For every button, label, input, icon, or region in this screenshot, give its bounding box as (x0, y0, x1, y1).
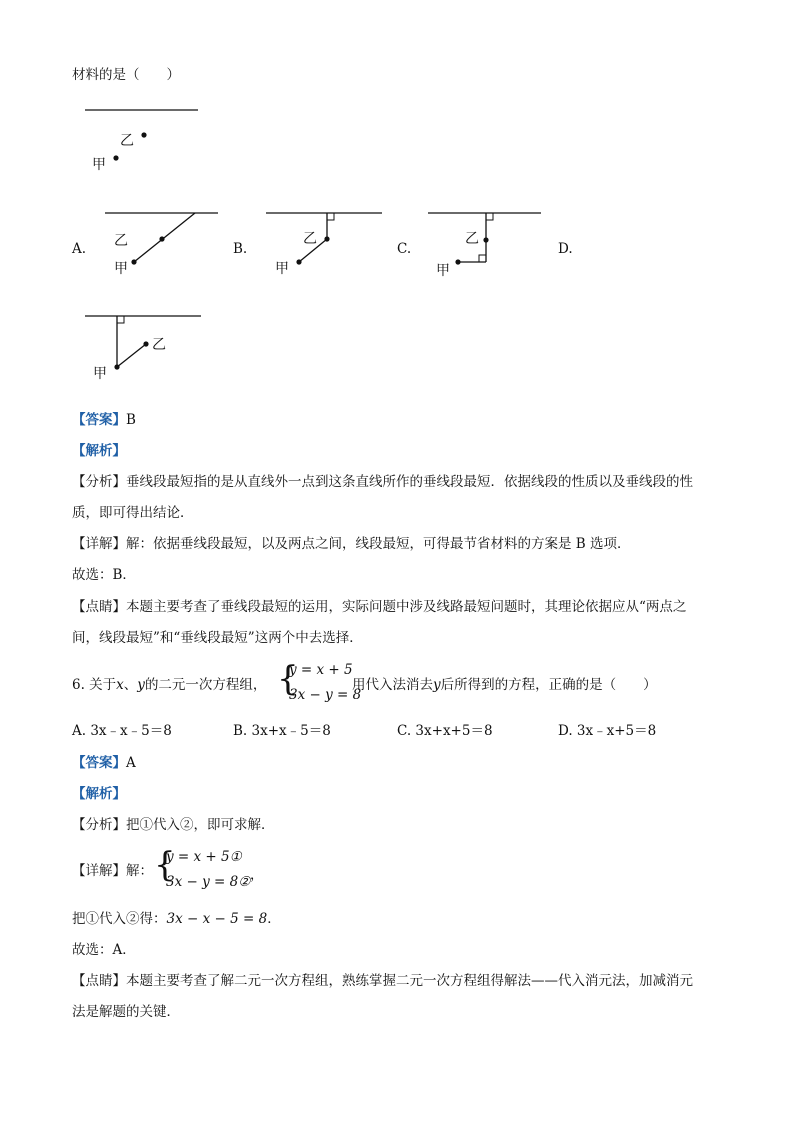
system-eq1: y = x + 5 (289, 662, 353, 678)
q6-dianjing-line-2: 法是解题的关键． (72, 1004, 180, 1020)
label-yi: 乙 (303, 231, 317, 247)
q6-stem-end: 用代入法消去y后所得到的方程，正确的是（ ） (352, 677, 657, 693)
dianjing-label: 【点睛】 (72, 973, 126, 989)
question-tail: 材料的是（ ） (72, 67, 180, 83)
dianjing-label: 【点睛】 (72, 599, 126, 615)
label-jia: 甲 (275, 261, 289, 277)
label-jia: 甲 (93, 366, 107, 382)
q6-guxuan-line: 故选：A． (72, 942, 136, 958)
solution-eq1: y = x + 5① (166, 849, 242, 865)
answer-value: A (126, 755, 136, 771)
label-jia: 甲 (92, 157, 106, 173)
option-b-letter: B. (233, 241, 248, 257)
q6-option-d: D. 3x﹣x+5＝8 (558, 723, 657, 739)
label-yi: 乙 (120, 133, 134, 149)
answer-value: B (126, 412, 136, 428)
xiangjie-label: 【详解】 (72, 536, 126, 552)
dianjing-line-1: 【点睛】本题主要考查了垂线段最短的运用，实际问题中涉及线路最短问题时，其理论依据应从“两点之 (72, 599, 687, 615)
q6-answer-line (72, 754, 136, 772)
q6-fenxi-line: 【分析】把①代入②，即可求解． (72, 817, 275, 833)
option-c-letter: C. (397, 241, 412, 257)
option-a-letter: A. (72, 241, 87, 257)
system-eq2: 3x − y = 8 (289, 687, 362, 703)
answer-label: 【答案】 (72, 412, 126, 428)
label-yi: 乙 (152, 337, 166, 353)
option-d-letter: D. (558, 241, 573, 257)
q6-option-c: C. 3x+x+5＝8 (397, 723, 493, 739)
q6-dianjing-line-1: 【点睛】本题主要考查了解二元一次方程组，熟练掌握二元一次方程组得解法——代入消元法，加减消元 (72, 973, 693, 989)
label-yi: 乙 (114, 233, 128, 249)
fenxi-line-1: 【分析】垂线段最短指的是从直线外一点到这条直线所作的垂线段最短．依据线段的性质以及垂线段的性 (72, 474, 693, 490)
fenxi-label: 【分析】 (72, 817, 126, 833)
xiangjie-line: 【详解】解：依据垂线段最短，以及两点之间，线段最短，可得最节省材料的方案是 B 选项． (72, 536, 631, 552)
system-brace: { (277, 659, 299, 699)
q6-option-a: A. 3x﹣x﹣5＝8 (72, 723, 172, 739)
fenxi-label: 【分析】 (72, 474, 126, 490)
solution-brace: { (154, 845, 176, 885)
q6-stem-start: 6. 关于x、y的二元一次方程组， (72, 677, 267, 693)
answer-label: 【答案】 (72, 755, 126, 771)
label-yi: 乙 (465, 231, 479, 247)
label-jia: 甲 (436, 263, 450, 279)
guxuan-line: 故选：B． (72, 567, 136, 583)
q6-xiangjie-line: 【详解】解： (72, 863, 153, 879)
q6-option-b: B. 3x+x﹣5＝8 (233, 723, 331, 739)
q6-analysis-label: 【解析】 (72, 786, 126, 802)
analysis-label: 【解析】 (72, 443, 126, 459)
dianjing-line-2: 间，线段最短”和“垂线段最短”这两个中去选择． (72, 630, 363, 646)
solution-comma: ， (250, 867, 264, 883)
fenxi-line-2: 质，即可得出结论． (72, 505, 194, 521)
xiangjie-label: 【详解】 (72, 863, 126, 879)
answer-line (72, 411, 136, 429)
label-jia: 甲 (114, 261, 128, 277)
solution-eq2: 3x − y = 8② (166, 874, 251, 890)
substitute-line: 把①代入②得：3x − x − 5 = 8． (72, 911, 281, 927)
